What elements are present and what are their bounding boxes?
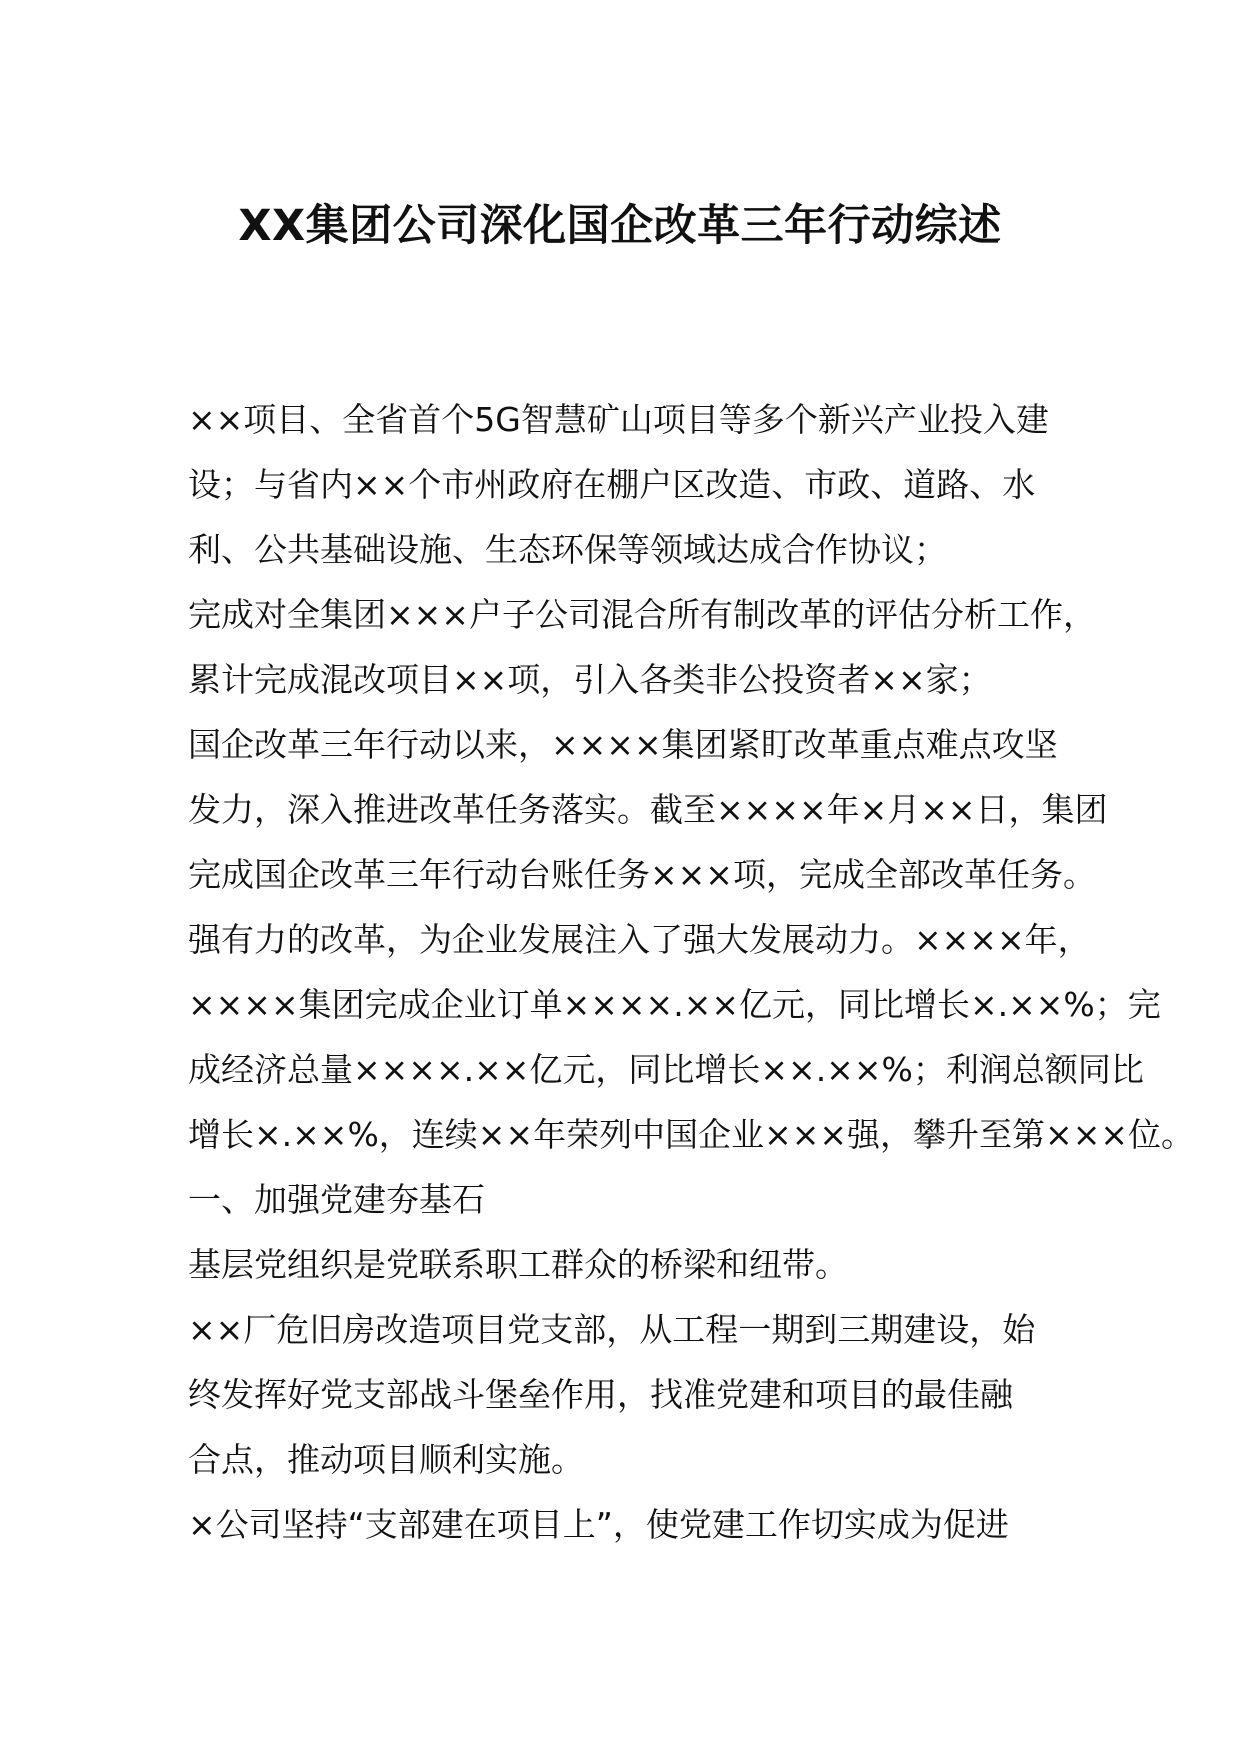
paragraph [188, 582, 1096, 712]
text-line: ××项目、全省首个5G智慧矿山项目等多个新兴产业投入建 [188, 400, 1049, 439]
text-line: 国企改革三年行动以来，××××集团紧盯改革重点难点攻坚 [188, 725, 1058, 764]
paragraph [188, 1167, 1088, 1232]
document-title: XX集团公司深化国企改革三年行动综述 [238, 201, 1002, 251]
text-line: 基层党组织是党联系职工群众的桥梁和纽带。 [188, 1245, 848, 1284]
paragraph [188, 1492, 1088, 1557]
text-line: 利、公共基础设施、生态环保等领域达成合作协议； [188, 530, 947, 569]
text-line: 终发挥好党支部战斗堡垒作用，找准党建和项目的最佳融 [188, 1375, 1013, 1414]
text-line: ××厂危旧房改造项目党支部，从工程一期到三期建设，始 [188, 1310, 1036, 1349]
text-line: 合点，推动项目顺利实施。 [188, 1440, 584, 1479]
paragraph [188, 387, 1088, 582]
text-line: 成经济总量××××.××亿元，同比增长××.××%；利润总额同比 [188, 1050, 1144, 1089]
text-line: ×公司坚持“支部建在项目上”，使党建工作切实成为促进 [188, 1505, 1009, 1544]
text-line: ××××集团完成企业订单××××.××亿元，同比增长×.××%；完 [188, 985, 1161, 1024]
text-line: 累计完成混改项目××项，引入各类非公投资者××家； [188, 660, 992, 699]
text-line: 完成对全集团×××户子公司混合所有制改革的评估分析工作， [188, 595, 1096, 634]
paragraph [188, 907, 1195, 1167]
text-line: 发力，深入推进改革任务落实。截至××××年×月××日，集团 [188, 790, 1108, 829]
document-body [188, 387, 1195, 1557]
text-line: 增长×.××%，连续××年荣列中国企业×××强，攀升至第×××位。 [188, 1115, 1195, 1154]
paragraph [188, 712, 1108, 907]
text-line: 完成国企改革三年行动台账任务×××项，完成全部改革任务。 [188, 855, 1096, 894]
text-line: 设；与省内××个市州政府在棚户区改造、市政、道路、水 [188, 465, 1036, 504]
paragraph [188, 1232, 1088, 1297]
text-line: 一、加强党建夯基石 [188, 1180, 485, 1219]
paragraph [188, 1297, 1088, 1492]
text-line: 强有力的改革，为企业发展注入了强大发展动力。××××年， [188, 920, 1091, 959]
